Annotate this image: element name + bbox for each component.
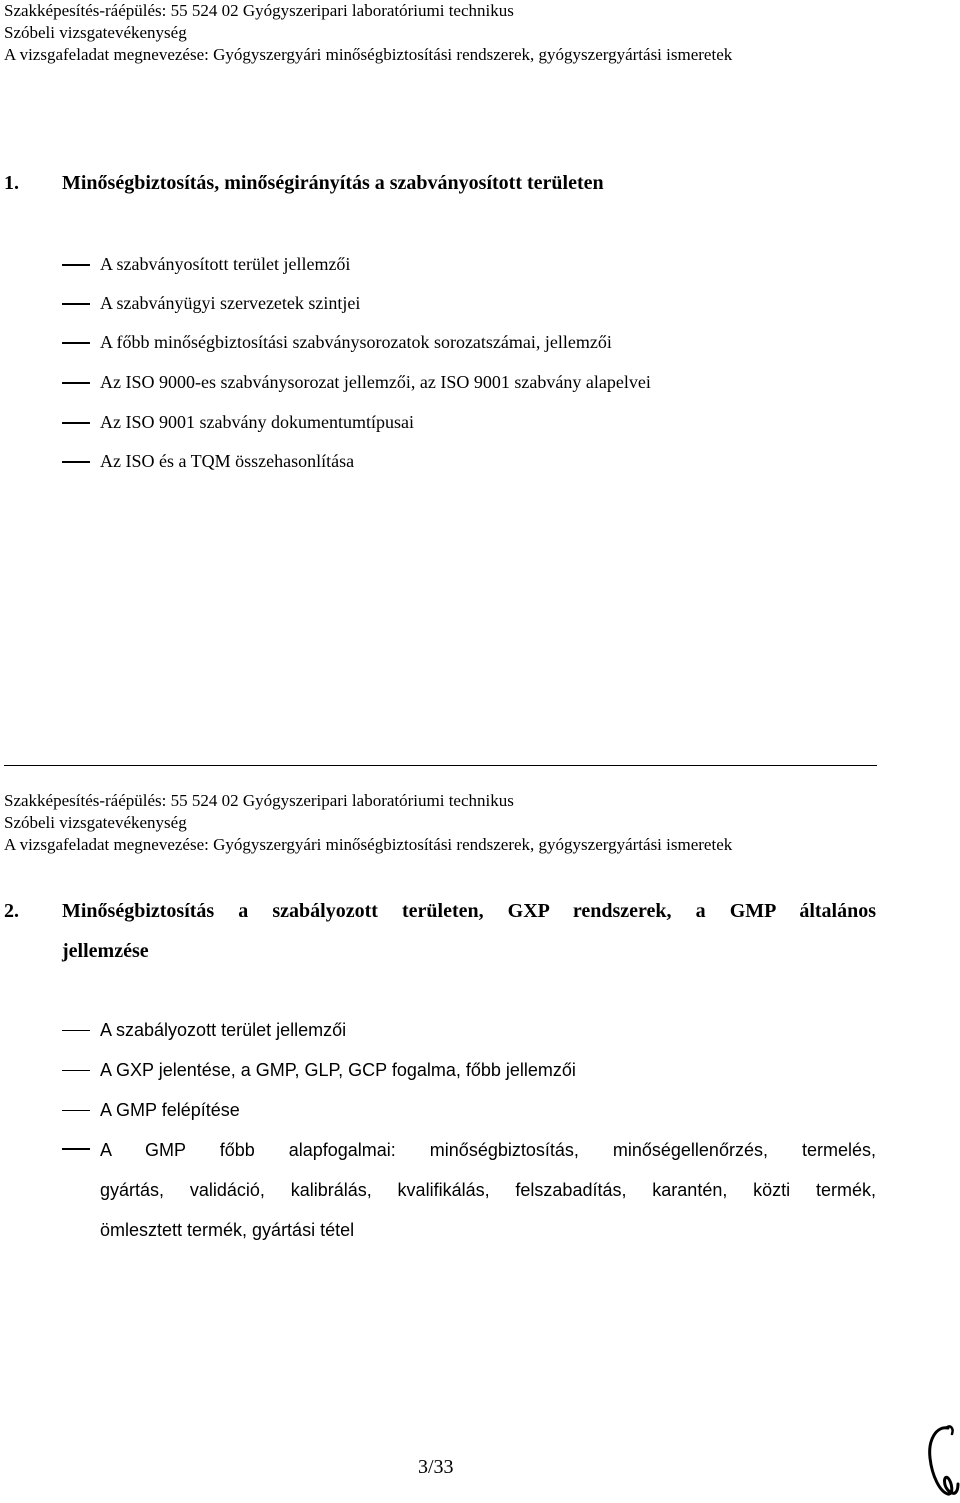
page-divider — [4, 765, 877, 766]
dash-bullet — [62, 461, 90, 463]
dash-bullet — [62, 422, 90, 424]
dash-bullet — [62, 1148, 90, 1150]
list-item: A GXP jelentése, a GMP, GLP, GCP fogalma, főbb jellemzői — [62, 1050, 576, 1090]
list-item: A GMP főbb alapfogalmai: minőségbiztosítás, minőségellenőrzés, termelés, — [62, 1130, 876, 1170]
page-header-2 — [4, 790, 732, 856]
list-item: Az ISO és a TQM összehasonlítása — [62, 441, 354, 481]
page-header — [4, 0, 732, 66]
dash-bullet — [62, 1070, 90, 1072]
header-task-name: A vizsgafeladat megnevezése: Gyógyszergyári minőségbiztosítási rendszerek, gyógyszergyártási ismeretek — [4, 835, 733, 854]
dash-bullet — [62, 342, 90, 344]
list-item: A szabványosított terület jellemzői — [62, 244, 350, 284]
section-2-title-line1: Minőségbiztosítás a szabályozott területen, GXP rendszerek, a GMP általános — [62, 900, 876, 922]
section-2-title-line2: jellemzése — [62, 940, 149, 962]
list-item-continuation: gyártás, validáció, kalibrálás, kvalifikálás, felszabadítás, karantén, közti termék, — [100, 1180, 876, 1200]
list-item: A GMP felépítése — [62, 1090, 240, 1130]
dash-bullet — [62, 303, 90, 305]
list-item: Az ISO 9001 szabvány dokumentumtípusai — [62, 402, 414, 442]
dash-bullet — [62, 264, 90, 266]
section-1-title: Minőségbiztosítás, minőségirányítás a szabványosított területen — [62, 172, 604, 194]
header-qualification: Szakképesítés-ráépülés: 55 524 02 Gyógyszeripari laboratóriumi technikus — [4, 791, 514, 810]
header-task-name: A vizsgafeladat megnevezése: Gyógyszergyári minőségbiztosítási rendszerek, gyógyszergyártási ismeretek — [4, 45, 733, 64]
list-item: A főbb minőségbiztosítási szabványsorozatok sorozatszámai, jellemzői — [62, 322, 612, 362]
page-number: 3/33 — [418, 1456, 454, 1478]
signature-mark — [918, 1420, 960, 1500]
header-exam-type: Szóbeli vizsgatevékenység — [4, 813, 187, 832]
list-item: A szabályozott terület jellemzői — [62, 1010, 346, 1050]
dash-bullet — [62, 1030, 90, 1032]
dash-bullet — [62, 382, 90, 384]
header-exam-type: Szóbeli vizsgatevékenység — [4, 23, 187, 42]
list-item: A szabványügyi szervezetek szintjei — [62, 283, 360, 323]
section-1-number: 1. — [4, 172, 19, 194]
list-item-continuation: ömlesztett termék, gyártási tétel — [100, 1220, 355, 1240]
header-qualification: Szakképesítés-ráépülés: 55 524 02 Gyógyszeripari laboratóriumi technikus — [4, 1, 514, 20]
list-item: Az ISO 9000-es szabványsorozat jellemzői, az ISO 9001 szabvány alapelvei — [62, 362, 651, 402]
dash-bullet — [62, 1110, 90, 1112]
section-2-number: 2. — [4, 900, 19, 922]
